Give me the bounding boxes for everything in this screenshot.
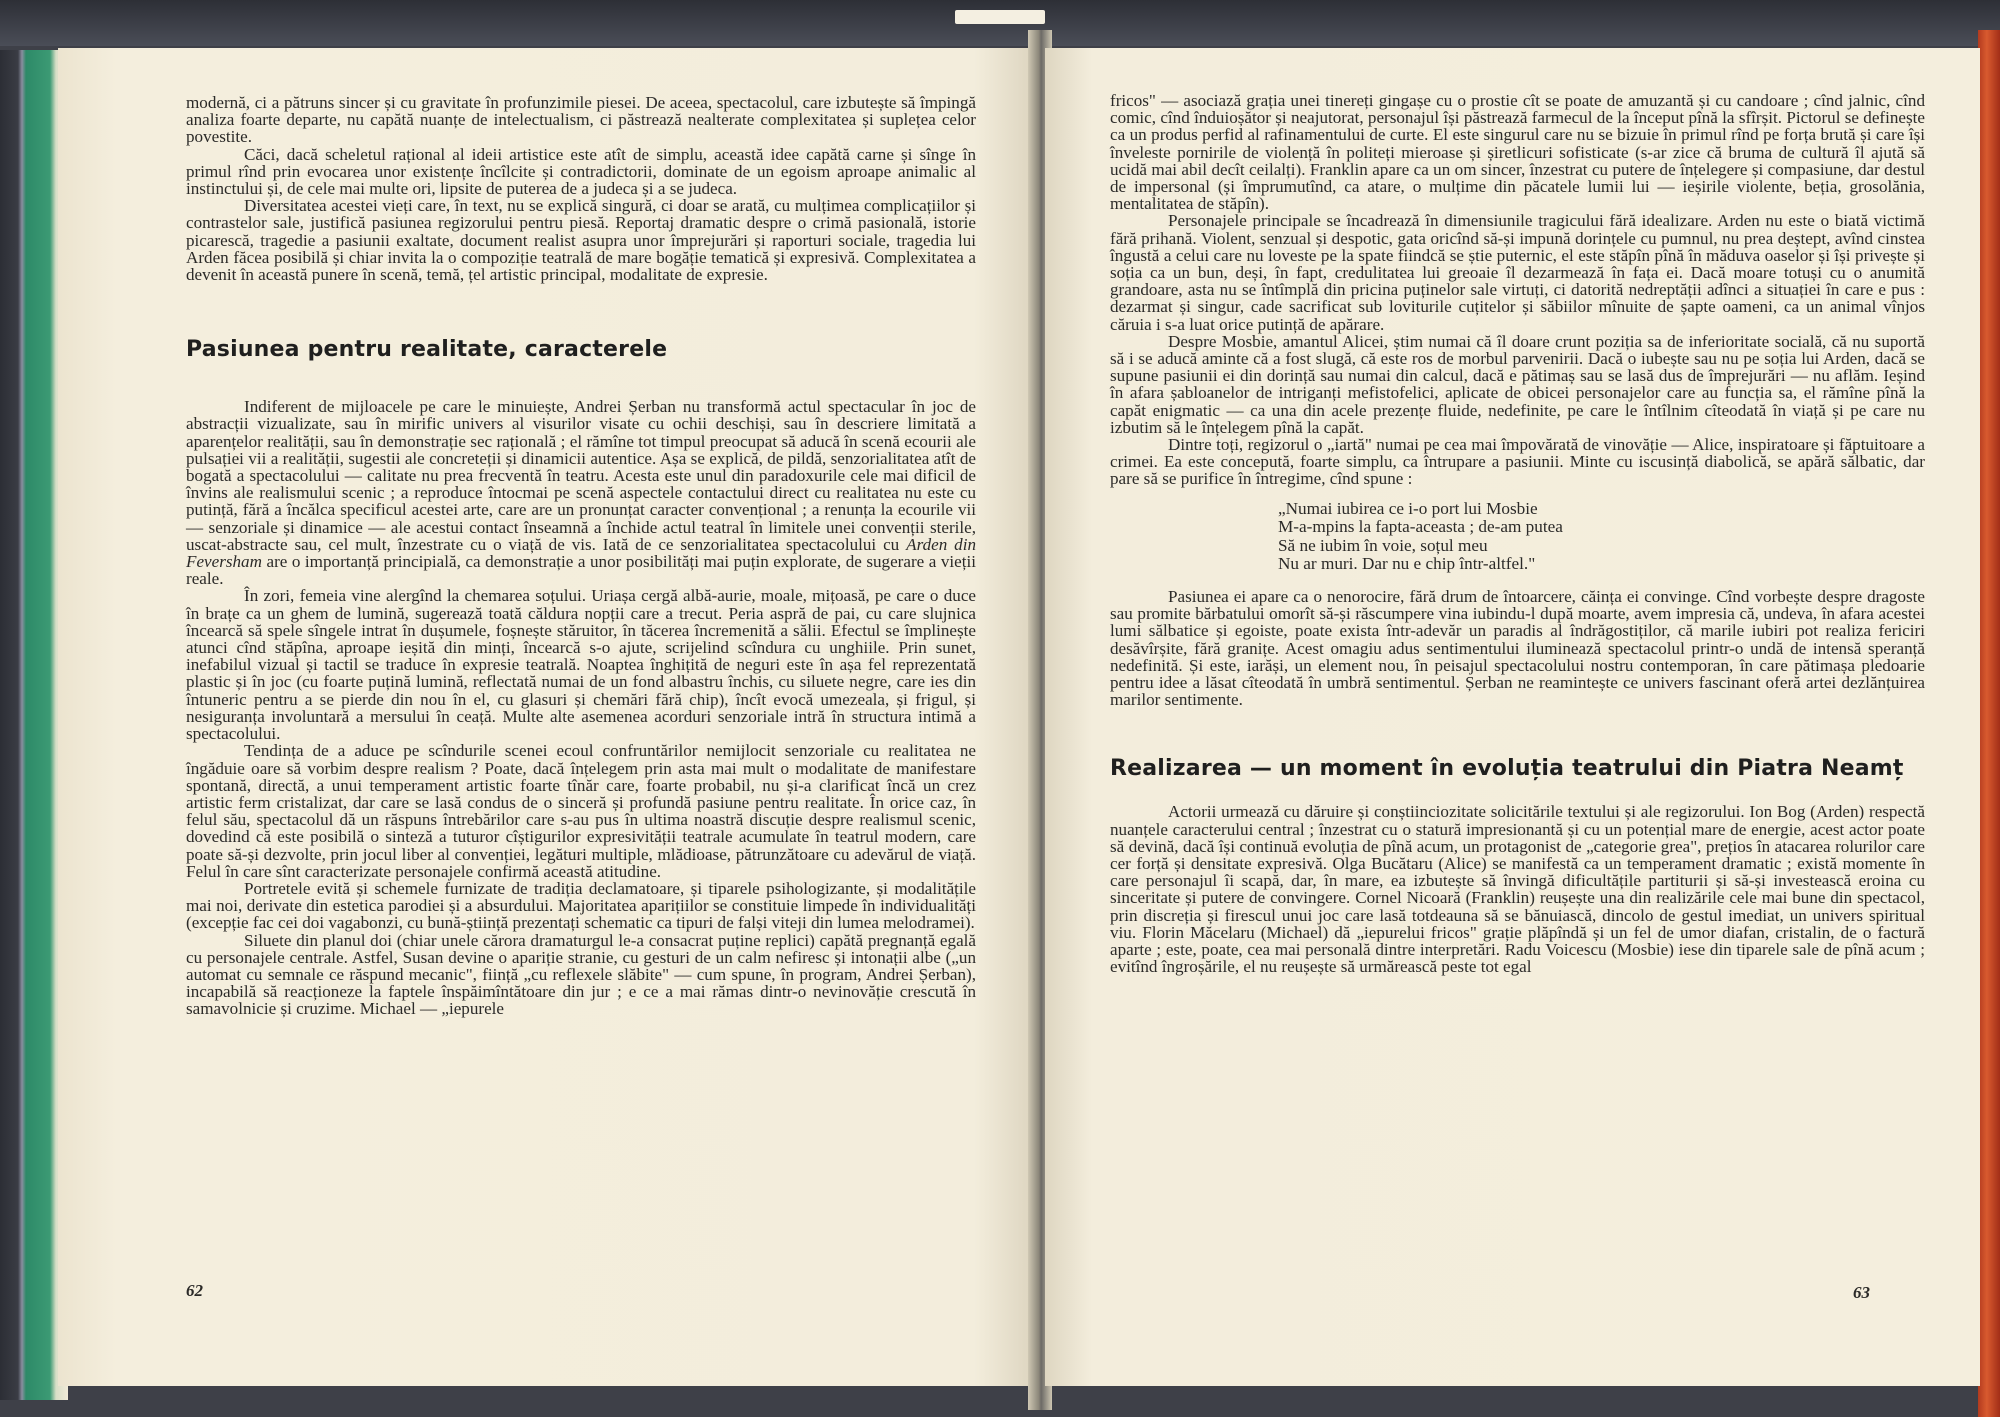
page-number-right: 63 bbox=[1853, 1283, 1870, 1302]
right-paragraph: Personajele principale se încadrează în dimensiunile tragicului fără idealizare. Arden nu este o biată victimă fără prihană. Violent, senzual și despotic, gata oricînd să-și impună dorințele cu pumnul, nu prea deștept, avînd cinstea îngustă a celui care nu loveste pe la spate fiindcă se știe puternic, el este stăpîn pînă în măduva oaselor și își privește și soția ca un bun, deși, în fapt, credulitatea lui greoaie îl dezarmează în fața ei. Dacă moare totuși cu o anumită grandoare, asta nu se întîmplă din pricina puținelor sale virtuți, ci datorită nedreptății adînci a situației în care e pus : dezarmat și singur, cade sacrificat sub loviturile cuțitelor și săbiilor mînuite de șapte oameni, ca un animal vînjos căruia i s-a luat orice putință de apărare. bbox=[1110, 211, 1925, 334]
left-paragraph: Portretele evită și schemele furnizate de tradiția declamatoare, și tiparele psihologizante, și modalitățile mai noi, derivate din estetica parodiei și a absurdului. Majoritatea aparițiilor se constituie limpede în individualități (excepție fac cei doi vagabonzi, cu bună-știință prezentați schematic ca tipuri de falși viteji din lumea melodramei). bbox=[186, 878, 976, 933]
play-title: Arden din Feversham bbox=[186, 534, 976, 572]
right-page bbox=[1045, 48, 1980, 1386]
cover-top-edge bbox=[0, 0, 2000, 46]
verse-quote bbox=[1278, 500, 1925, 574]
paragraph-text: are o importanță principială, ca demonstrație a unor posibilități mai puțin explorate, de sugerare a vieții reale. bbox=[186, 552, 976, 589]
right-text-column bbox=[1110, 92, 1925, 976]
left-paragraph: Diversitatea acestei vieți care, în text, nu se explică singură, ci doar se arată, cu mulțimea complicațiilor și contrastelor sale, justifică pasiunea regizorului pentru piesă. Reportaj dramatic despre o crimă pasională, istorie picarescă, tragedie a pasiunii exaltate, document realist asupra unor împrejurări și raporturi sociale, tragedia lui Arden făcea posibilă și chiar invita la o compoziție teatrală de mare bogăție tematică și expresivă. Complexitatea a devenit în această punere în scenă, temă, țel artistic principal, modalitate de expresie. bbox=[186, 196, 976, 285]
paragraph-text: Indiferent de mijloacele pe care le minuiește, Andrei Șerban nu transformă actul spectacular în joc de abstracții vizualizate, sau în mirific univers al visurilor visate cu ochii deschiși, sau în descriere limitată a aparențelor realității, sau în demonstrație sec rațională ; el rămîne tot timpul preocupat să aducă în scenă ecourii ale pulsației vii a realității, sugestii ale concreteții și dinamicii autentice. Așa se explică, de pildă, senzorialitatea atît de bogată a spectacolului — calitate nu prea frecventă în teatru. Acesta este unul din paradoxurile cele mai dificil de învins ale realismului scenic ; a reproduce întocmai pe scenă aspectele contactului direct cu realitatea nu este cu putință, fără a încălca specificul acestei arte, care are un pronunțat caracter convențional ; a renunța la ecourile vii — senzoriale și dinamice — ale acestui contact înseamnă a închide actul teatral în limitele unei convenții sterile, uscat-abstracte sau, cel mult, înzestrate cu o viață de vis. Iată de ce senzorialitatea spectacolului cu bbox=[186, 397, 976, 554]
verse-line: „Numai iubirea ce i-o port lui Mosbie bbox=[1278, 498, 1538, 518]
verse-line: M-a-mpins la fapta-aceasta ; de-am putea bbox=[1278, 517, 1563, 537]
right-paragraph: Actorii urmează cu dăruire și conștiinciozitate solicitările textului și ale regizorului. Ion Bog (Arden) respectă nuanțele caracterului central ; înzestrat cu o statură impresionantă și cu un potențial mare de energie, acest actor poate să devină, dacă își continuă evoluția de pînă acum, un protagonist de „categorie grea", prețios în atacarea rolurilor care cer forță și densitate expresivă. Olga Bucătaru (Alice) se manifestă ca un temperament dramatic ; există momente în care personajul îi scapă, dar, în mare, ea izbutește să învingă dificultățile partiturii și să-și investească eroina cu sinceritate și putere de convingere. Cornel Nicoară (Franklin) reușește una din realizările cele mai bune din spectacol, prin discreția și firescul unui joc care lasă totdeauna să se bănuiască, dincolo de gestul imediat, un univers spiritual viu. Florin Măcelaru (Michael) dă „iepurelui fricos" grație plăpîndă și un fel de umor diafan, cristalin, de o factură aparte ; este, poate, cea mai personală dintre interpretări. Radu Voicescu (Mosbie) iese din tiparele sale de pînă acum ; evitînd îngroșările, el nu reușește să urmărească peste tot egal bbox=[1110, 802, 1925, 977]
section-heading-realization: Realizarea — un moment în evoluția teatrului din Piatra Neamț bbox=[1110, 756, 1904, 782]
red-page-edge bbox=[1978, 30, 2000, 1417]
left-page bbox=[58, 48, 1033, 1386]
section-heading-passion-for-reality: Pasiunea pentru realitate, caracterele bbox=[186, 337, 668, 363]
left-paragraph: În zori, femeia vine alergînd la chemarea soțului. Uriașa cergă albă-aurie, moale, mițoasă, pe care o duce în brațe ca un ghem de lumină, sugerează toată căldura nopții care a trecut. Peria aspră de pai, cu care slujnica încearcă să spele sîngele intrat în dușumele, foșnește stăruitor, în tăcerea încremenită a sălii. Efectul se împlinește atunci cînd stăpîna, aproape ieșită din minți, încearcă s-o ajute, scrijelind scîndura cu unghiile. Prin sunet, inefabilul vizual și tactil se traduce în expresie teatrală. Noaptea înghițită de neguri este în așa fel reprezentată plastic și în joc (cu foarte puțină lumină, reflectată numai de un fond albastru închis, cu siluete negre, care ies din întuneric pentru a se pierde din nou în el, cu glasuri și chemări fără chip), încît evocă umezeala, și frigul, și nesiguranța involuntară a mersului în ceață. Multe alte asemenea acorduri senzoriale intră în structura intimă a spectacolului. bbox=[186, 586, 976, 744]
verse-line: Nu ar muri. Dar nu e chip într-altfel." bbox=[1278, 554, 1536, 574]
verse-line: Să ne iubim în voie, soțul meu bbox=[1278, 535, 1488, 555]
left-paragraph: Siluete din planul doi (chiar unele cărora dramaturgul le-a consacrat puține replici) capătă pregnanță egală cu personajele centrale. Astfel, Susan devine o apariție stranie, cu gesturi de un calm nefiresc și intonații albe („un automat cu semnale ce răspund mecanic", ființă „cu reflexele slăbite" — cum spune, în program, Andrei Șerban), incapabilă să reacționeze la faptele înspăimîntătoare din jur ; e ce a mai rămas dintr-o nevinovăție crescută în samavolnicie și cruzime. Michael — „iepurele bbox=[186, 930, 976, 1019]
right-paragraph: Pasiunea ei apare ca o nenorocire, fără drum de întoarcere, căința ei convinge. Cînd vorbește despre dragoste sau promite bărbatului omorît să-și răscumpere vina iubindu-l după moarte, avem impresia că, undeva, în afara acestei lumi sălbatice și egoiste, poate exista într-adevăr un paradis al îndrăgostiților, că marile iubiri pot realiza fericiri desăvîrșite, fără granițe. Acest omagiu adus sentimentului iluminează spectacolul printr-o undă de intensă speranță nedefinită. Și este, iarăși, un element nou, în peisajul spectacolului nostru contemporan, în care pătimașa pledoarie pentru idee a lăsat cîteodată în umbră sentimentul. Șerban ne reamintește ce univers fascinant oferă artei dezlănțuirea marilor sentimente. bbox=[1110, 587, 1925, 710]
right-paragraph: Despre Mosbie, amantul Alicei, știm numai că îl doare crunt poziția sa de inferioritate socială, că nu suportă să i se aducă aminte că a fost slugă, că este ros de morbul parvenirii. Dacă o iubește sau nu pe soția lui Arden, dacă se supune pasiunii ei din dorință sau numai din calcul, dacă e pătimaș sau se lasă dus de împrejurări — nu aflăm. Ieșind în afara șabloanelor de intriganți mefistofelici, aplicate de obicei personajelor care au funcția sa, el rămîne pînă la capăt enigmatic — ca una din acele prezențe fluide, nedefinite, pe care le întîlnim cîteodată în viață și pe care nu izbutim să le înțelegem pînă la capăt. bbox=[1110, 331, 1925, 437]
left-text-column bbox=[186, 94, 976, 1018]
left-paragraph bbox=[186, 398, 976, 587]
right-paragraph: Dintre toți, regizorul o „iartă" numai pe cea mai împovărată de vinovăție — Alice, inspiratoare și făptuitoare a crimei. Ea este concepută, foarte simplu, ca întrupare a pasiunii. Minte cu iscusință diabolică, se apără sălbatic, dar pare să se purifice în întregime, cînd spune : bbox=[1110, 435, 1925, 489]
left-paragraph: modernă, ci a pătruns sincer și cu gravitate în profunzimile piesei. De aceea, spectacolul, care izbutește să împingă analiza foarte departe, nu capătă nuanțe de intelectualism, ci păstrează nealterate complexitatea și suplețea celor povestite. bbox=[186, 93, 976, 147]
left-paragraph: Tendința de a aduce pe scîndurile scenei ecoul confruntărilor nemijlocit senzoriale cu realitatea ne îngăduie oare să vorbim despre realism ? Poate, dacă înțelegem prin asta mai mult o modalitate de manifestare spontană, directă, a unui temperament artistic foarte tînăr care, foarte probabil, nu și-a clarificat încă un crez artistic ferm cristalizat, dar care se lasă condus de o sinceră și profundă pasiune pentru realitate. În orice caz, în felul său, spectacolul dă un răspuns întrebărilor care s-au pus în ultima noastră discuție despre realismul scenic, dovedind că este posibilă o sinteză a tuturor cîștigurilor expresivității teatrale acumulate în teatrul modern, care poate să-și dezvolte, prin jocul liber al convenției, legături multiple, mlădioase, pătrunzătoare cu adevărul de viață. Felul în care sînt caracterizate personajele confirmă această atitudine. bbox=[186, 741, 976, 881]
left-paragraph: Căci, dacă scheletul rațional al ideii artistice este atît de simplu, această idee capătă carne și sînge în primul rînd prin evocarea unor existențe încîlcite și contradictorii, dominate de un egoism aproape animalic al instinctului și, de cele mai multe ori, lipsite de puterea de a judeca și a se judeca. bbox=[186, 144, 976, 199]
page-number-left: 62 bbox=[186, 1281, 203, 1300]
right-paragraph: fricos" — asociază grația unei tinereți gingașe cu o prostie cît se poate de amuzantă și cu candoare ; cînd jalnic, cînd comic, cînd înduioșător și neajutorat, personajul își păstrează farmecul de la început pînă la sfîrșit. Pictorul se definește ca un produs perfid al rafinamentului de curte. El este singurul care nu se bizuie în primul rînd pe forța brută și care își înveleste pornirile de violență în politeți mieroase și șiretlicuri sofisticate (s-ar zice că bruma de cultură îl ajută să ucidă mai abil decît ceilalți). Franklin apare ca un om sincer, înzestrat cu putere de înțelegere și compasiune, dar destul de impersonal (și împrumutînd, ca atare, o mulțime din păcatele lumii lui — ieșirile violente, bețiа, grosolănia, mentalitatea de stăpîn). bbox=[1110, 91, 1925, 214]
